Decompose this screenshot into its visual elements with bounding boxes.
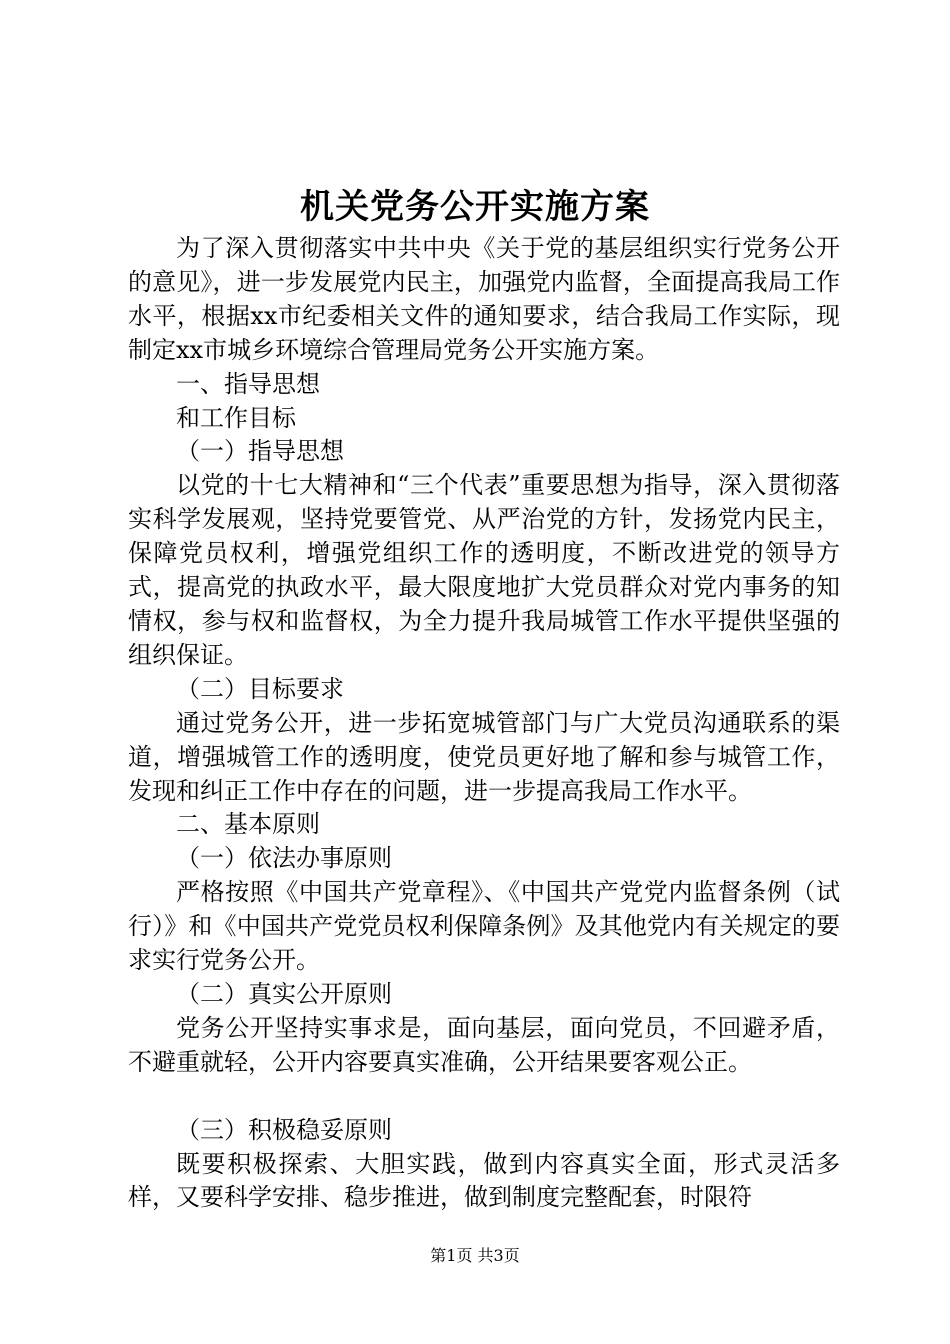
subsection-heading-truthful: （二）真实公开原则 — [176, 979, 392, 1008]
document-title: 机关党务公开实施方案 — [300, 187, 650, 227]
subsection-heading-steady: （三）积极稳妥原则 — [176, 1115, 392, 1144]
paragraph-lawful: 严格按照《中国共产党章程》、《中国共产党党内监督条例（试行）》和《中国共产党党员权利保障条例》及其他党内有关规定的要求实行党务公开。 — [128, 878, 840, 975]
subsection-heading-goals: （二）目标要求 — [176, 674, 344, 703]
paragraph-truthful: 党务公开坚持实事求是，面向基层，面向党员，不回避矛盾，不避重就轻，公开内容要真实准确，公开结果要客观公正。 — [128, 1013, 840, 1076]
section-heading-guiding-thought: 一、指导思想 — [176, 369, 320, 398]
paragraph-guiding-thought: 以党的十七大精神和“三个代表”重要思想为指导，深入贯彻落实科学发展观，坚持党要管党、从严治党的方针，发扬党内民主，保障党员权利，增强党组织工作的透明度，不断改进党的领导方式，提高党的执政水平，最大限度地扩大党员群众对党内事务的知情权，参与权和监督权，为全力提升我局城管工作水平提供坚强的组织保证。 — [128, 471, 840, 669]
subsection-heading-guiding-thought: （一）指导思想 — [176, 437, 344, 466]
paragraph-steady: 既要积极探索、大胆实践，做到内容真实全面，形式灵活多样，又要科学安排、稳步推进，做到制度完整配套，时限符 — [128, 1149, 840, 1212]
page-footer: 第1页 共3页 — [430, 1246, 520, 1265]
paragraph-goals: 通过党务公开，进一步拓宽城管部门与广大党员沟通联系的渠道，增强城管工作的透明度，使党员更好地了解和参与城管工作，发现和纠正工作中存在的问题，进一步提高我局工作水平。 — [128, 708, 840, 805]
paragraph-intro: 为了深入贯彻落实中共中央《关于党的基层组织实行党务公开的意见》，进一步发展党内民主，加强党内监督，全面提高我局工作水平，根据xx市纪委相关文件的通知要求，结合我局工作实际，现制定xx市城乡环境综合管理局党务公开实施方案。 — [128, 234, 840, 364]
document-body — [128, 232, 840, 1215]
section-heading-principles: 二、基本原则 — [176, 810, 320, 839]
subsection-heading-lawful: （一）依法办事原则 — [176, 844, 392, 873]
section-heading-continuation: 和工作目标 — [176, 403, 296, 432]
